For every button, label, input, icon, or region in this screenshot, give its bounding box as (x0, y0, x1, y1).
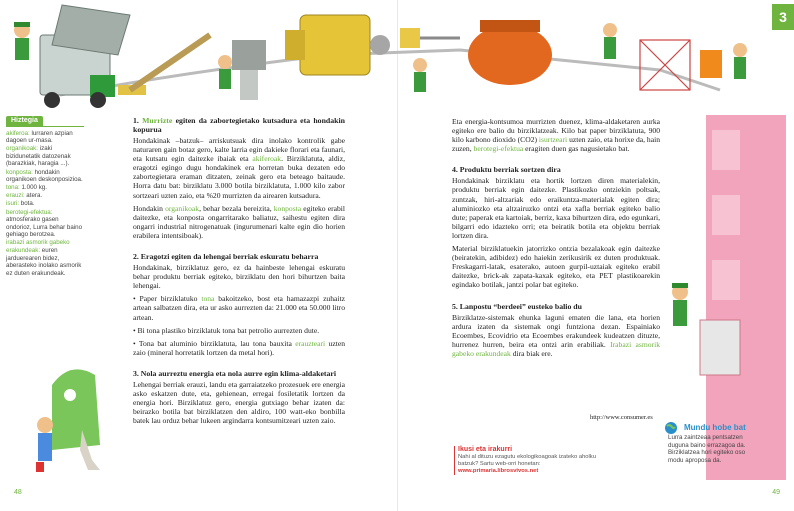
section-3-heading: 3. Nola aurreztu energia eta nola aurre egin klima-aldaketari (133, 368, 337, 378)
mundu-title: Mundu hobe bat (684, 423, 746, 432)
mundu-text: Lurra zaintzeaa pentsatzen duguna baino errazagoa da. Birziklatzea hori egiteko oso modu aproposa da. (668, 433, 746, 465)
ikusi-text: Nahi al dituzu ezagutu ekologikoagoak izateko aholku batzuk? Sartu web-orri honetan: (458, 454, 596, 467)
gray-cylinder (232, 40, 266, 100)
section-4-heading: 4. Produktu berriak sortzen dira (452, 165, 561, 175)
mundu-box (668, 424, 760, 465)
section-2-bullet: • Bi tona plastiko birziklatuk tona bat petrolio aurrezten dute. (133, 325, 320, 335)
pipe-unit (400, 28, 460, 48)
scaffold (640, 40, 690, 90)
section-2-paragraph: Hondakinak, birziklatuz gero, ez da hainbeste lehengai eskuratu behar produktu berriak egiteko, birziklatu den hori bihurtzen baita lehengai. (133, 263, 345, 291)
left-text-column (133, 116, 345, 429)
section-5-paragraph: Birziklatze-sistemak ehunka laguni ematen die lana, eta horien ardura izaten da sistemak ongi funtziona dezan. Espainiako Ecoembes, Ecovidrio eta Ecoembes erakundeek kudeatzen dituzte, hurrenez hurren, beira eta ontzi arin erabiliak. Irabazi asmorik gabeko erakundeak dira biak ere. (452, 312, 660, 358)
globe-icon (664, 421, 678, 435)
section-4-paragraph: Hondakinak birziklatu eta hortik lortzen diren materialekin, produktu berriak egin daitezke. Plastikozko ontziekin poltsak, zuntzak, hiri-altzariak edo eraikuntza-materialak egiten dira; aluminiozko eta altzairuzko ontzi eta xafla berriak egiteko balio dute; paperak eta kartoiak, berriz, kaxa bihurtzen dira, edo egunkari, bilgarri edo idazteko orri; eta beiratik botila eta objektu berriak lortzen dira. (452, 176, 660, 240)
ikusi-title: Ikusi eta irakurri (458, 446, 513, 453)
section-2-bullet: • Paper birziklatuko tona bakoitzeko, bost eta hamazazpi zuhaitz artean salbatzen dira, eta ur asko aurrezten da: 21.000 eta 50.000 litro artean. (133, 294, 345, 322)
page-number-right: 49 (772, 489, 780, 496)
worker-figure-4 (603, 23, 617, 59)
child-figure (36, 417, 53, 472)
section-1-heading: 1. Murrizte egiten da zabortegietako kutsadura eta hondakin kopurua (133, 116, 345, 134)
glossary-entry: isuri: bota. (6, 200, 35, 208)
yellow-cylinder-machine (285, 15, 390, 75)
orange-tank (468, 20, 552, 85)
worker-figure-5 (733, 43, 747, 79)
section-4-paragraph: Material birziklatuekin jatorrizko ontzia bezalakoak egin daitezke (beiratekin, adibidez) edo haiekin zerikusirik ez duten produktuak. Freskagarri-latak, esaterako, autoen gurpil-uztaiak egiteko erabil daitezke, brick-ak zapata-kaxak egiteko, eta PET plastikoarekin egindako botilak, jantzi polar bat egiteko. (452, 244, 660, 290)
bottle-bank (52, 369, 100, 450)
worker-figure-1 (14, 22, 30, 60)
glossary-title: Hiztegia (6, 116, 43, 126)
ikusi-link[interactable]: www.primaria.librosvivos.net (458, 468, 539, 474)
glossary-entry: tona: 1.000 kg. (6, 184, 47, 192)
chapter-number-badge: 3 (772, 4, 794, 30)
worker-figure-3 (413, 58, 427, 92)
glossary-entry: konposta: hondakin organikoen deskonposizioa. (6, 168, 83, 184)
worker-figure-2 (218, 55, 232, 89)
section-1-paragraph: Hondakinak –batzuk– arriskutsuak dira inolako kontrolik gabe naturaren gain botaz gero, kalte larria egin dakieke florari eta faunari, eta kutsatu egin daitezke ibaiak eta akiferoak. Birziklatuta, aldiz, eragotzi egingo dugu hondakinek era horretan buka dezaten edo zabortegietara eraman ditzaten, zeinak gero eta beteago baitaude. Horra datu bat: birziklatu 3.000 botila birziklatuta, 1.000 kilo zabor sortzeari uzten zaio, eta %20 murrizten da airearen kutsadura. (133, 136, 345, 200)
glossary-body (6, 126, 84, 278)
right-text-column (452, 117, 660, 362)
section-2-bullet: • Tona bat aluminio birziklatuta, lau tona bauxita erauzteari uzten zaio (mineral horretatik lortzen da metal hori). (133, 338, 345, 357)
section-1-paragraph: Hondakin organikoak, behar bezala bereizita, konposta egiteko erabil daitezke, eta konposta ongarritarako baliatuz, saihestu egiten dira ongarri industrial nitrogenatuak (ingurumenari kalte egin dio horien erabilera intentsiboak). (133, 203, 345, 240)
glossary-entry: erauzi: atera. (6, 192, 43, 200)
glossary-entry: irabazi asmorik gabeko erakundeak: euren jarduerearen bidez, aberasteko inolako asmorik ez duten erakundeak. (6, 239, 82, 277)
glossary-entry: berotegi-efektua: atmosferako gasen ondorioz, Lurra behar baino gehiago berotzea. (6, 208, 83, 239)
glossary-sidebar (6, 116, 84, 278)
ikusi-box (454, 446, 604, 475)
section-2-heading: 2. Eragotzi egiten da lehengai berriak eskuratu beharra (133, 252, 319, 262)
worker-figure-6 (672, 283, 688, 326)
glossary-entry: organikoak: izaki bizidunetatik datozenak (barazkiak, haragia ...). (6, 145, 71, 168)
section-3-paragraph: Eta energia-kontsumoa murrizten duenez, klima-aldaketaren aurka egiteko ere balio du birziklatzeak. Kilo bat paper birziklatuta, 900 kilo karbono dioxido (CO2) isurtzeari uzten zaio, eta horixe da, hain zuzen, berotegi-efektua eragiten duen gas nagusietako bat. (452, 117, 660, 154)
orange-unit (700, 50, 722, 78)
garbage-truck-drawing (40, 5, 146, 108)
source-url: http://www.consumer.es (590, 414, 653, 421)
glossary-entry: akiferoa: lurraren azpian dagoen ur-masa. (6, 129, 73, 145)
ramp (130, 35, 210, 90)
page-number-left: 48 (14, 489, 22, 496)
section-3-paragraph: Lehengai berriak erauzi, landu eta garraiatzeko prozesuek ere energia asko eskatzen dute, eta, gehienean, erregai fosiletatik lortzen da energia hori. Birziklatuz gero, energia gutxiago behar izaten da: beirazko botila bat birziklatzen den aldiro, 100 watt-eko bonbilla batek lau orduz behar lukeen argindarra kontsumitzeari uzten zaio. (133, 379, 345, 426)
section-5-heading: 5. Lanpostu “berdeei” eusteko balio du (452, 301, 582, 311)
